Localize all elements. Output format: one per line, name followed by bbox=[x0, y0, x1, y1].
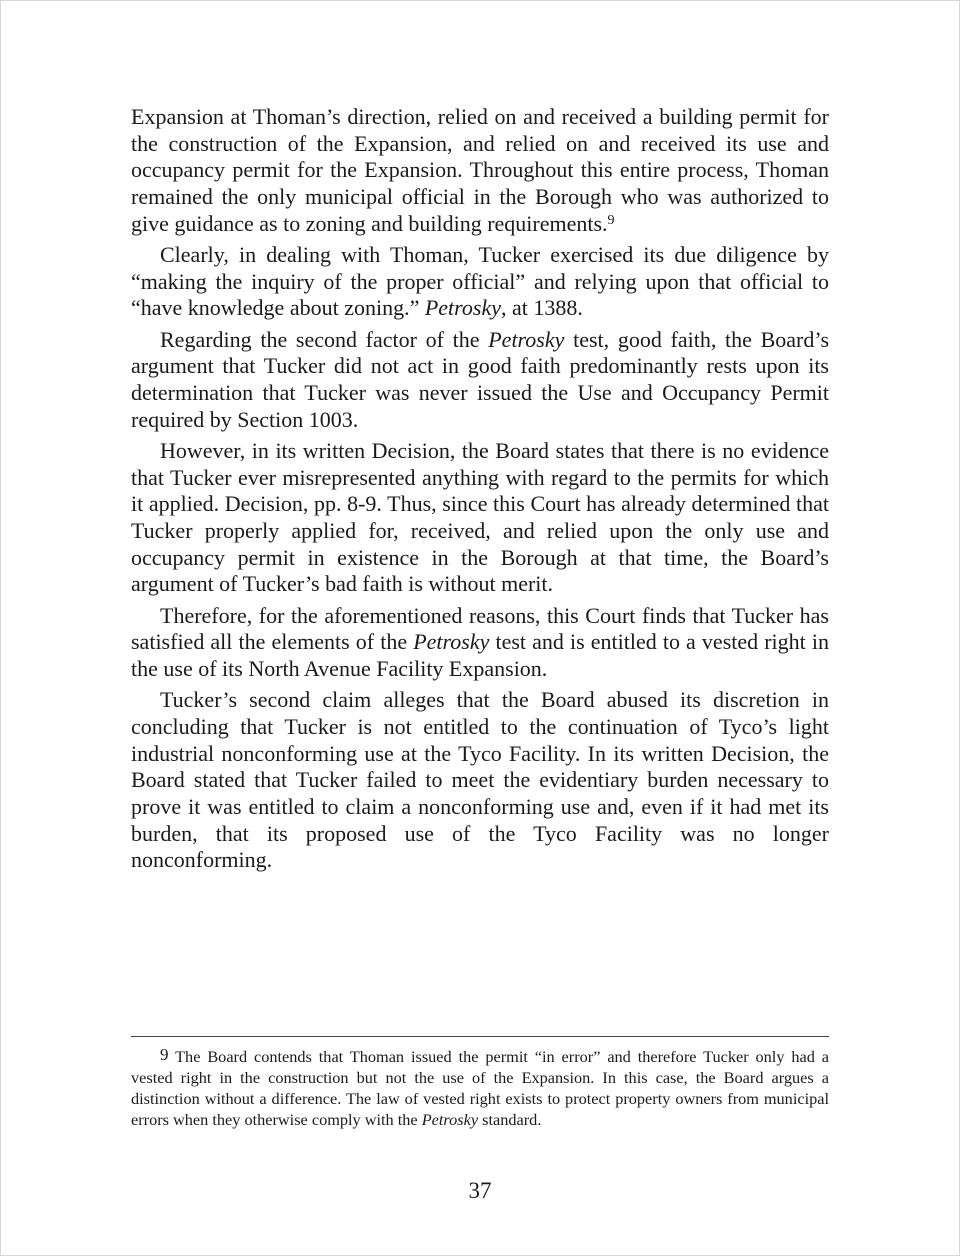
page-number: 37 bbox=[468, 1178, 492, 1203]
footnote-divider bbox=[131, 1036, 829, 1037]
paragraph-3: Regarding the second factor of the Petrosky test, good faith, the Board’s argument that Tucker did not act in good faith predominantly rests upon its determination that Tucker was never issued the Use and Occupancy Permit required by Section 1003. bbox=[131, 326, 830, 432]
paragraph-5: Therefore, for the aforementioned reasons, this Court finds that Tucker has satisfied all the elements of the Petrosky test and is entitled to a vested right in the use of its North Avenue Facility Expansion. bbox=[131, 602, 829, 682]
case-name: Petrosky bbox=[413, 629, 490, 655]
footnote: 9 The Board contends that Thoman issued the permit “in error” and therefore Tucker only had a vested right in the construction but not the use of the Expansion. In this case, the Board argues a distinction without a difference. The law of vested right exists to protect property owners from municipal errors when they otherwise comply with the Petrosky standard. bbox=[131, 1045, 829, 1129]
case-name: Petrosky bbox=[488, 326, 565, 352]
body-text bbox=[131, 104, 829, 879]
paragraph-2: Clearly, in dealing with Thoman, Tucker exercised its due diligence by “making the inquiry of the proper official” and relying upon that official to “have knowledge about zoning.” Petrosky, at 1388. bbox=[131, 242, 829, 321]
paragraph-1: Expansion at Thoman’s direction, relied on and received a building permit for the construction of the Expansion, and relied on and received its use and occupancy permit for the Expansion. Throughout this entire process, Thoman remained the only municipal official in the Borough who was authorized to give guidance as to zoning and building requirements.$^9$ bbox=[131, 104, 829, 236]
footnote-reference[interactable]: 9 bbox=[607, 212, 615, 228]
case-name: Petrosky bbox=[424, 295, 501, 321]
case-name: Petrosky bbox=[421, 1110, 479, 1129]
footnote-marker: 9 bbox=[160, 1045, 169, 1064]
paragraph-4: However, in its written Decision, the Board states that there is no evidence that Tucker ever misrepresented anything with regard to the permits for which it applied. Decision, pp. 8-9. Thus, since this Court has already determined that Tucker properly applied for, received, and relied upon the only use and occupancy permit in existence in the Borough at that time, the Board’s argument of Tucker’s bad faith is without merit. bbox=[131, 437, 829, 597]
paragraph-6: Tucker’s second claim alleges that the Board abused its discretion in concluding that Tucker is not entitled to the continuation of Tyco’s light industrial nonconforming use at the Tyco Facility. In its written Decision, the Board stated that Tucker failed to meet the evidentiary burden necessary to prove it was entitled to claim a nonconforming use and, even if it had met its burden, that its proposed use of the Tyco Facility was no longer nonconforming. bbox=[131, 687, 829, 873]
